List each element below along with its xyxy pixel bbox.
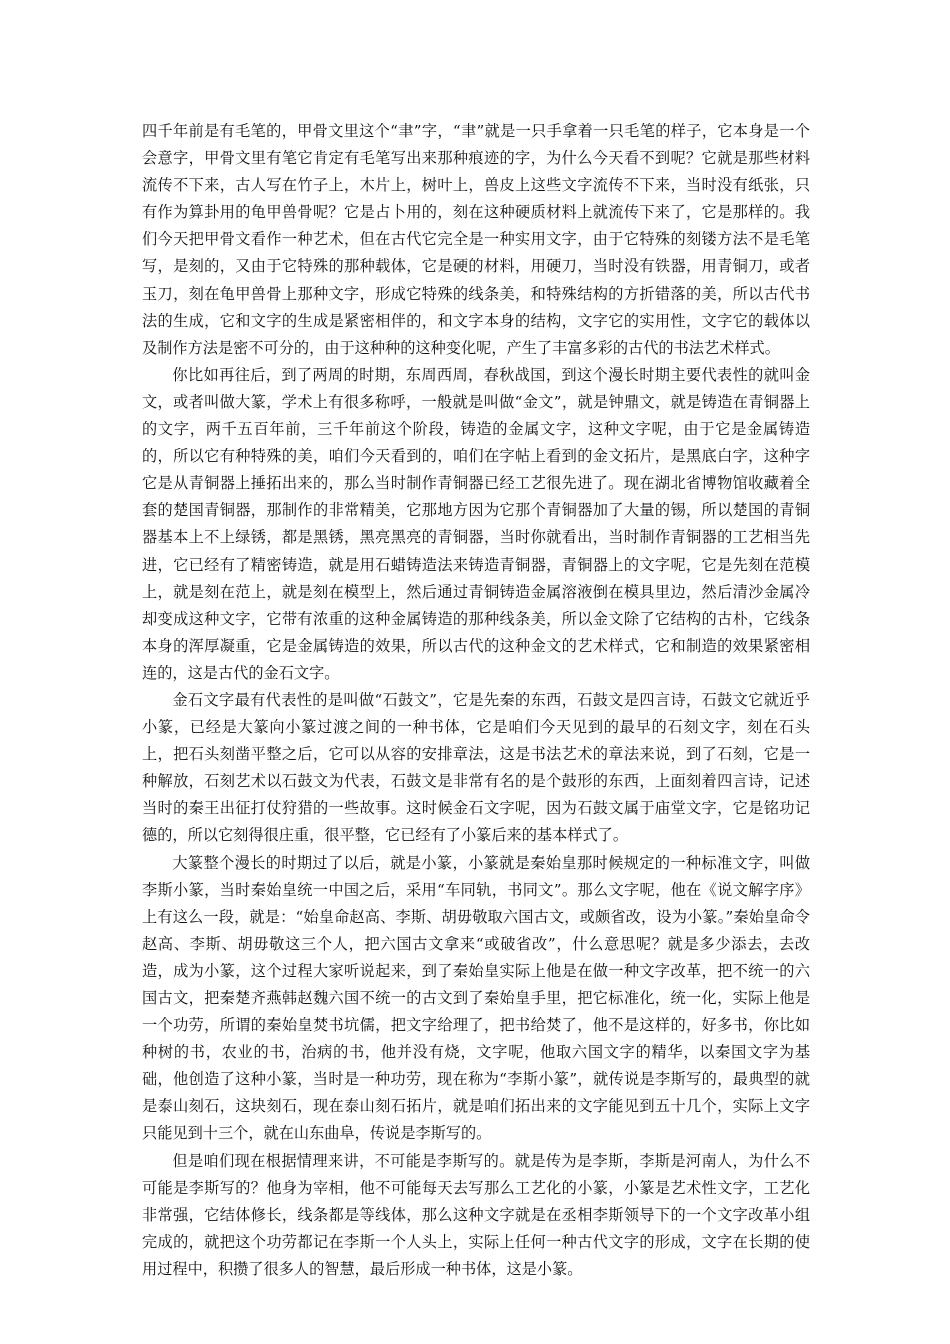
paragraph-bronze-inscriptions: 你比如再往后，到了两周的时期，东周西周，春秋战国，到这个漫长时期主要代表性的就叫金文，或者叫做大篆，学术上有很多称呼，一般就是叫做“金文”，就是钟鼎文，就是铸造在青铜器上的文字，两千五百年前，三千年前这个阶段，铸造的金属文字，这种文字呢，由于它是金属铸造的，所以它有种特殊的美，咱们今天看到的，咱们在字帖上看到的金文拓片，是黑底白字，这种字它是从青铜器上捶拓出来的，那么当时制作青铜器已经工艺很先进了。现在湖北省博物馆收藏着全套的楚国青铜器，那制作的非常精美，它那地方因为它那个青铜器加了大量的锡，所以楚国的青铜器基本上不上绿锈，都是黑锈，黑亮黑亮的青铜器，当时你就看出，当时制作青铜器的工艺相当先进，它已经有了精密铸造，就是用石蜡铸造法来铸造青铜器，青铜器上的文字呢，它是先刻在范模上，就是刻在范上，就是刻在模型上，然后通过青铜铸造金属溶液倒在模具里边，然后清沙金属冷却变成这种文字，它带有浓重的这种金属铸造的那种线条美，所以金文除了它结构的古朴，它线条本身的浑厚凝重，它是金属铸造的效果，所以古代的这种金文的艺术样式，它和制造的效果紧密相连的，这是古代的金石文字。 — [142, 365, 810, 682]
paragraph-oracle-bone: 四千年前是有毛笔的，甲骨文里这个“聿”字，“聿”就是一只手拿着一只毛笔的样子，它本身是一个会意字，甲骨文里有笔它肯定有毛笔写出来那种痕迹的字，为什么今天看不到呢？它就是那些材料流传不下来，古人写在竹子上，木片上，树叶上，兽皮上这些文字流传不下来，当时没有纸张，只有作为算卦用的龟甲兽骨呢？它是占卜用的，刻在这种硬质材料上就流传下来了，它是那样的。我们今天把甲骨文看作一种艺术，但在古代它完全是一种实用文字，由于它特殊的刻镂方法不是毛笔写，是刻的，又由于它特殊的那种载体，它是硬的材料，用硬刀，当时没有铁器，用青铜刀，或者玉刀，刻在龟甲兽骨上那种文字，形成它特殊的线条美，和特殊结构的方折错落的美，所以古代书法的生成，它和文字的生成是紧密相伴的，和文字本身的结构，文字它的实用性，文字它的载体以及制作方法是密不可分的，由于这种种的这种变化呢，产生了丰富多彩的古代的书法艺术样式。 — [142, 122, 810, 357]
paragraph-small-seal: 大篆整个漫长的时期过了以后，就是小篆，小篆就是秦始皇那时候规定的一种标准文字，叫做李斯小篆，当时秦始皇统一中国之后，采用“车同轨，书同文”。那么文字呢，他在《说文解字序》上有这么一段，就是：“始皇命赵高、李斯、胡毋敬取六国古文，或颇省改，设为小篆。”秦始皇命令赵高、李斯、胡毋敬这三个人，把六国古文拿来“或破省改”，什么意思呢？就是多少添去，去改造，成为小篆，这个过程大家听说起来，到了秦始皇实际上他是在做一种文字改革，把不统一的六国古文，把秦楚齐燕韩赵魏六国不统一的古文到了秦始皇手里，把它标准化，统一化，实际上他是一个功劳，所谓的秦始皇焚书坑儒，把文字给理了，把书给焚了，他不是这样的，好多书，你比如种树的书，农业的书，治病的书，他并没有烧，文字呢，他取六国文字的精华，以秦国文字为基础，他创造了这种小篆，当时是一种功劳，现在称为“李斯小篆”，就传说是李斯写的，最典型的就是泰山刻石，这块刻石，现在泰山刻石拓片，就是咱们拓出来的文字能见到五十几个，实际上文字只能见到十三个，就在山东曲阜，传说是李斯写的。 — [142, 853, 810, 1143]
paragraph-li-si: 但是咱们现在根据情理来讲，不可能是李斯写的。就是传为是李斯，李斯是河南人，为什么不可能是李斯写的？他身为宰相，他不可能每天去写那么工艺化的小篆，小篆是艺术性文字，工艺化非常强，它结体修长，线条都是等线体，那么这种文字就是在丞相李斯领导下的一个文字改革小组完成的，就把这个功劳都记在李斯一个人头上，实际上任何一种古代文字的形成，文字在长期的使用过程中，积攒了很多人的智慧，最后形成一种书体，这是小篆。 — [142, 1151, 810, 1278]
document-body — [142, 118, 810, 1283]
paragraph-stone-drum: 金石文字最有代表性的是叫做“石鼓文”，它是先秦的东西，石鼓文是四言诗，石鼓文它就近乎小篆，已经是大篆向小篆过渡之间的一种书体，它是咱们今天见到的最早的石刻文字，刻在石头上，把石头刻凿平整之后，它可以从容的安排章法，这是书法艺术的章法来说，到了石刻，它是一种解放，石刻艺术以石鼓文为代表，石鼓文是非常有名的是个鼓形的东西，上面刻着四言诗，记述当时的秦王出征打仗狩猎的一些故事。这时候金石文字呢，因为石鼓文属于庙堂文字，它是铭功记德的，所以它刻得很庄重，很平整，它已经有了小篆后来的基本样式了。 — [142, 690, 810, 845]
